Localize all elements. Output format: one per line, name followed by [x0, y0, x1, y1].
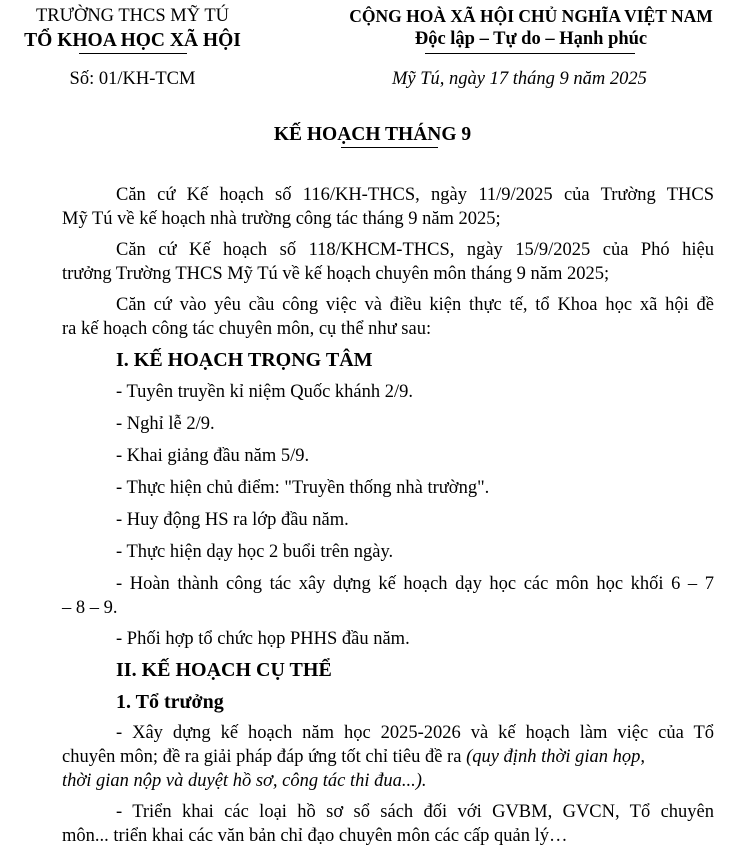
- department-name: TỔ KHOA HỌC XÃ HỘI: [24, 30, 241, 51]
- list-item: - Khai giảng đầu năm 5/9.: [116, 446, 310, 466]
- document-date: Mỹ Tú, ngày 17 tháng 9 năm 2025: [392, 69, 647, 89]
- basis-2-line-2: trưởng Trường THCS Mỹ Tú về kế hoạch chuyên môn tháng 9 năm 2025;: [62, 264, 610, 284]
- task-1-line-3: thời gian nộp và duyệt hồ sơ, công tác thi đua...).: [62, 771, 427, 791]
- task-1-note: (quy định thời gian họp,: [466, 747, 645, 767]
- basis-2-line-1: Căn cứ Kế hoạch số 118/KHCM-THCS, ngày 15/9/2025 của Phó hiệu: [116, 240, 714, 260]
- list-item-continuation: – 8 – 9.: [62, 598, 118, 618]
- task-2-line-1: - Triển khai các loại hồ sơ sổ sách đối với GVBM, GVCN, Tổ chuyên: [116, 802, 714, 822]
- basis-3-line-2: ra kế hoạch công tác chuyên môn, cụ thể như sau:: [62, 319, 432, 339]
- list-item: - Nghỉ lễ 2/9.: [116, 414, 215, 434]
- document-title: KẾ HOẠCH THÁNG 9: [273, 124, 472, 145]
- motto-underline: [425, 53, 635, 54]
- list-item: - Hoàn thành công tác xây dựng kế hoạch dạy học các môn học khối 6 – 7: [116, 574, 714, 594]
- list-item: - Phối hợp tổ chức họp PHHS đầu năm.: [116, 629, 410, 649]
- basis-3-line-1: Căn cứ vào yêu cầu công việc và điều kiện thực tế, tổ Khoa học xã hội đề: [116, 295, 714, 315]
- department-underline: [79, 53, 187, 54]
- task-2-line-2: môn... triển khai các văn bản chỉ đạo chuyên môn các cấp quản lý…: [62, 826, 568, 846]
- task-1-line-1: - Xây dựng kế hoạch năm học 2025-2026 và kế hoạch làm việc của Tổ: [116, 723, 714, 743]
- school-name: TRƯỜNG THCS MỸ TÚ: [35, 6, 230, 26]
- list-item: - Huy động HS ra lớp đầu năm.: [116, 510, 349, 530]
- basis-1-line-1: Căn cứ Kế hoạch số 116/KH-THCS, ngày 11/9/2025 của Trường THCS: [116, 185, 714, 205]
- list-item: - Thực hiện chủ điểm: "Truyền thống nhà trường".: [116, 478, 490, 498]
- basis-1-line-2: Mỹ Tú về kế hoạch nhà trường công tác tháng 9 năm 2025;: [62, 209, 501, 229]
- task-1-line-2: [62, 747, 714, 768]
- title-underline: [341, 147, 438, 148]
- document-number: Số: 01/KH-TCM: [69, 69, 196, 89]
- section-2-heading: II. KẾ HOẠCH CỤ THỂ: [116, 659, 332, 681]
- list-item: - Thực hiện dạy học 2 buổi trên ngày.: [116, 542, 394, 562]
- subsection-1-heading: 1. Tổ trưởng: [116, 691, 224, 713]
- task-1-line-2-text: chuyên môn; đề ra giải pháp đáp ứng tốt chỉ tiêu đề ra: [62, 747, 467, 767]
- list-item: - Tuyên truyền kỉ niệm Quốc khánh 2/9.: [116, 382, 414, 402]
- national-motto: Độc lập – Tự do – Hạnh phúc: [414, 29, 648, 49]
- national-title: CỘNG HOÀ XÃ HỘI CHỦ NGHĨA VIỆT NAM: [349, 6, 713, 26]
- section-1-heading: I. KẾ HOẠCH TRỌNG TÂM: [116, 349, 373, 371]
